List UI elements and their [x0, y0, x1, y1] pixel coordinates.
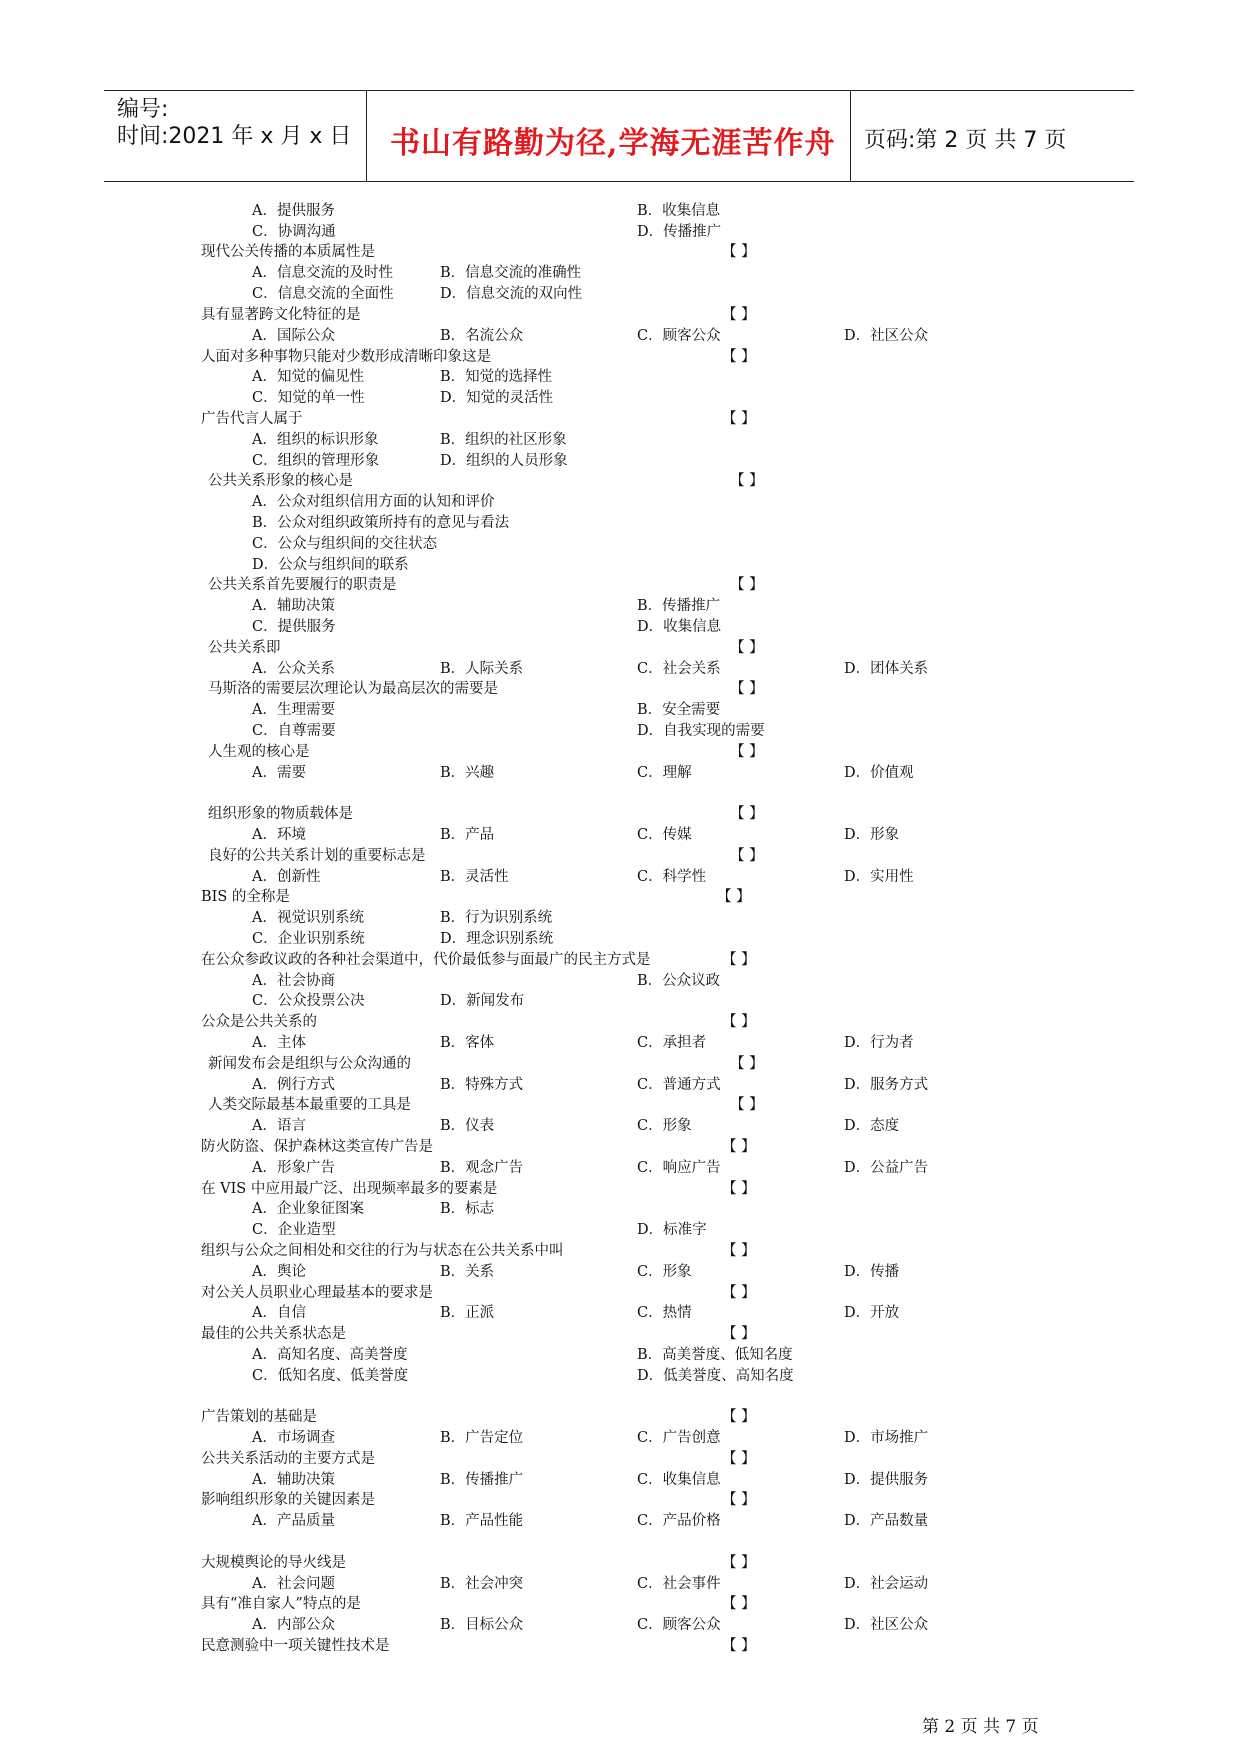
option-text: B．正派: [440, 1305, 495, 1321]
option-text: C．顾客公众: [637, 1617, 721, 1633]
option-text: B．观念广告: [440, 1160, 524, 1176]
answer-bracket: 【 】: [722, 411, 756, 427]
answer-bracket: 【 】: [730, 640, 764, 656]
option-text: A．生理需要: [252, 702, 335, 718]
option-text: D．团体关系: [844, 661, 929, 677]
question-text: 广告策划的基础是: [201, 1409, 317, 1425]
option-text: B．产品: [440, 827, 495, 843]
question-text: 现代公关传播的本质属性是: [201, 244, 375, 260]
option-text: C．产品价格: [637, 1513, 721, 1529]
option-text: A．知觉的偏见性: [252, 369, 364, 385]
option-text: B．特殊方式: [440, 1077, 524, 1093]
option-text: C．科学性: [637, 869, 707, 885]
answer-bracket: 【 】: [722, 1285, 756, 1301]
answer-bracket: 【 】: [722, 1326, 756, 1342]
question-text: 对公关人员职业心理最基本的要求是: [201, 1285, 433, 1301]
answer-bracket: 【 】: [722, 1409, 756, 1425]
question-text: 人类交际最基本最重要的工具是: [208, 1097, 411, 1113]
answer-bracket: 【 】: [722, 952, 756, 968]
answer-bracket: 【 】: [722, 1492, 756, 1508]
answer-bracket: 【 】: [722, 1555, 756, 1571]
answer-bracket: 【 】: [722, 1014, 756, 1030]
option-text: A．公众关系: [252, 661, 335, 677]
question-text: 公共关系形象的核心是: [208, 473, 353, 489]
option-text: C．公众与组织间的交往状态: [252, 536, 438, 552]
option-text: A．产品质量: [252, 1513, 335, 1529]
answer-bracket: 【 】: [730, 806, 764, 822]
option-text: C．知觉的单一性: [252, 390, 365, 406]
answer-bracket: 【 】: [730, 744, 764, 760]
question-text: 影响组织形象的关键因素是: [201, 1492, 375, 1508]
question-text: 广告代言人属于: [201, 411, 303, 427]
header-divider-right: [850, 90, 851, 182]
question-text: 组织与公众之间相处和交往的行为与状态在公共关系中叫: [201, 1243, 564, 1259]
option-text: C．形象: [637, 1264, 692, 1280]
option-text: D．公众与组织间的联系: [252, 557, 409, 573]
option-text: D．价值观: [844, 765, 914, 781]
option-text: D．知觉的灵活性: [440, 390, 554, 406]
option-text: B．标志: [440, 1201, 495, 1217]
option-text: A．内部公众: [252, 1617, 335, 1633]
option-text: B．公众议政: [637, 973, 721, 989]
option-text: A．需要: [252, 765, 306, 781]
answer-bracket: 【 】: [722, 1139, 756, 1155]
option-text: D．社区公众: [844, 1617, 929, 1633]
option-text: B．客体: [440, 1035, 495, 1051]
header-motto: 书山有路勤为径,学海无涯苦作舟: [390, 126, 836, 161]
question-text: BIS 的全称是: [201, 889, 290, 905]
question-text: 具有“准自家人”特点的是: [201, 1596, 361, 1612]
option-text: B．知觉的选择性: [440, 369, 553, 385]
header-top-rule: [104, 90, 1134, 91]
option-text: A．舆论: [252, 1264, 306, 1280]
option-text: D．提供服务: [844, 1472, 929, 1488]
option-text: D．开放: [844, 1305, 900, 1321]
option-text: D．公益广告: [844, 1160, 929, 1176]
option-text: D．市场推广: [844, 1430, 929, 1446]
option-text: C．企业识别系统: [252, 931, 365, 947]
serial-label: 编号:: [117, 97, 169, 122]
option-text: A．提供服务: [252, 203, 335, 219]
option-text: B．高美誉度、低知名度: [637, 1347, 793, 1363]
option-text: C．自尊需要: [252, 723, 336, 739]
question-text: 新闻发布会是组织与公众沟通的: [208, 1056, 411, 1072]
option-text: C．传媒: [637, 827, 692, 843]
answer-bracket: 【 】: [722, 349, 756, 365]
header-bottom-rule: [104, 181, 1134, 182]
option-text: A．国际公众: [252, 328, 335, 344]
option-text: C．广告创意: [637, 1430, 721, 1446]
option-text: B．灵活性: [440, 869, 509, 885]
time-label: 时间:2021 年 x 月 x 日: [117, 124, 352, 149]
option-text: A．辅助决策: [252, 1472, 335, 1488]
option-text: B．安全需要: [637, 702, 721, 718]
option-text: A．形象广告: [252, 1160, 335, 1176]
answer-bracket: 【 】: [730, 848, 764, 864]
question-text: 在公众参政议政的各种社会渠道中，代价最低参与面最广的民主方式是: [201, 952, 651, 968]
option-text: B．目标公众: [440, 1617, 524, 1633]
option-text: D．态度: [844, 1118, 900, 1134]
option-text: A．组织的标识形象: [252, 432, 379, 448]
option-text: C．热情: [637, 1305, 692, 1321]
option-text: C．信息交流的全面性: [252, 286, 394, 302]
header-divider-left: [366, 90, 367, 182]
option-text: A．语言: [252, 1118, 306, 1134]
page-label: 页码:第 2 页 共 7 页: [864, 128, 1067, 153]
option-text: C．提供服务: [252, 619, 336, 635]
answer-bracket: 【 】: [730, 577, 764, 593]
option-text: B．兴趣: [440, 765, 495, 781]
option-text: C．协调沟通: [252, 224, 336, 240]
page-footer: 第 2 页 共 7 页: [922, 1717, 1039, 1737]
option-text: B．公众对组织政策所持有的意见与看法: [252, 515, 510, 531]
question-text: 最佳的公共关系状态是: [201, 1326, 346, 1342]
option-text: D．理念识别系统: [440, 931, 554, 947]
option-text: D．组织的人员形象: [440, 453, 568, 469]
question-text: 公共关系活动的主要方式是: [201, 1451, 375, 1467]
option-text: D．服务方式: [844, 1077, 929, 1093]
option-text: D．标准字: [637, 1222, 707, 1238]
option-text: C．低知名度、低美誉度: [252, 1368, 409, 1384]
option-text: A．社会问题: [252, 1576, 335, 1592]
answer-bracket: 【 】: [722, 244, 756, 260]
option-text: C．公众投票公决: [252, 993, 365, 1009]
option-text: D．信息交流的双向性: [440, 286, 583, 302]
question-text: 公众是公共关系的: [201, 1014, 317, 1030]
option-text: B．传播推广: [637, 598, 721, 614]
option-text: A．辅助决策: [252, 598, 335, 614]
answer-bracket: 【 】: [722, 1596, 756, 1612]
option-text: C．承担者: [637, 1035, 707, 1051]
option-text: A．市场调查: [252, 1430, 335, 1446]
option-text: B．传播推广: [440, 1472, 524, 1488]
option-text: D．产品数量: [844, 1513, 929, 1529]
option-text: A．例行方式: [252, 1077, 335, 1093]
option-text: B．广告定位: [440, 1430, 524, 1446]
answer-bracket: 【 】: [722, 307, 756, 323]
option-text: A．企业象征图案: [252, 1201, 364, 1217]
option-text: C．社会事件: [637, 1576, 721, 1592]
question-text: 良好的公共关系计划的重要标志是: [208, 848, 426, 864]
option-text: C．收集信息: [637, 1472, 721, 1488]
answer-bracket: 【 】: [717, 889, 751, 905]
question-text: 具有显著跨文化特征的是: [201, 307, 361, 323]
option-text: B．信息交流的准确性: [440, 265, 582, 281]
option-text: B．人际关系: [440, 661, 524, 677]
option-text: A．创新性: [252, 869, 321, 885]
option-text: D．行为者: [844, 1035, 914, 1051]
option-text: D．自我实现的需要: [637, 723, 765, 739]
option-text: C．社会关系: [637, 661, 721, 677]
option-text: B．仪表: [440, 1118, 495, 1134]
option-text: B．关系: [440, 1264, 495, 1280]
option-text: B．组织的社区形象: [440, 432, 567, 448]
option-text: D．形象: [844, 827, 900, 843]
option-text: A．社会协商: [252, 973, 335, 989]
option-text: D．社会运动: [844, 1576, 929, 1592]
option-text: C．理解: [637, 765, 692, 781]
option-text: B．产品性能: [440, 1513, 524, 1529]
option-text: A．信息交流的及时性: [252, 265, 393, 281]
option-text: D．低美誉度、高知名度: [637, 1368, 794, 1384]
option-text: D．收集信息: [637, 619, 722, 635]
question-text: 防火防盗、保护森林这类宣传广告是: [201, 1139, 433, 1155]
answer-bracket: 【 】: [722, 1181, 756, 1197]
answer-bracket: 【 】: [730, 681, 764, 697]
option-text: C．普通方式: [637, 1077, 721, 1093]
question-text: 民意测验中一项关键性技术是: [201, 1638, 390, 1654]
question-text: 人生观的核心是: [208, 744, 310, 760]
answer-bracket: 【 】: [730, 1097, 764, 1113]
question-text: 公共关系首先要履行的职责是: [208, 577, 397, 593]
option-text: A．环境: [252, 827, 306, 843]
question-text: 人面对多种事物只能对少数形成清晰印象这是: [201, 349, 491, 365]
option-text: C．形象: [637, 1118, 692, 1134]
option-text: C．组织的管理形象: [252, 453, 380, 469]
option-text: C．企业造型: [252, 1222, 336, 1238]
option-text: A．高知名度、高美誉度: [252, 1347, 408, 1363]
option-text: B．行为识别系统: [440, 910, 553, 926]
option-text: D．传播: [844, 1264, 900, 1280]
option-text: A．主体: [252, 1035, 306, 1051]
question-text: 大规模舆论的导火线是: [201, 1555, 346, 1571]
answer-bracket: 【 】: [730, 473, 764, 489]
answer-bracket: 【 】: [722, 1638, 756, 1654]
option-text: B．名流公众: [440, 328, 524, 344]
option-text: A．视觉识别系统: [252, 910, 364, 926]
option-text: B．收集信息: [637, 203, 721, 219]
question-text: 在 VIS 中应用最广泛、出现频率最多的要素是: [201, 1181, 498, 1197]
option-text: D．实用性: [844, 869, 914, 885]
option-text: C．响应广告: [637, 1160, 721, 1176]
option-text: D．社区公众: [844, 328, 929, 344]
answer-bracket: 【 】: [722, 1243, 756, 1259]
option-text: B．社会冲突: [440, 1576, 524, 1592]
answer-bracket: 【 】: [730, 1056, 764, 1072]
option-text: D．传播推广: [637, 224, 722, 240]
option-text: C．顾客公众: [637, 328, 721, 344]
question-text: 公共关系即: [208, 640, 281, 656]
answer-bracket: 【 】: [722, 1451, 756, 1467]
question-text: 组织形象的物质载体是: [208, 806, 353, 822]
option-text: A．自信: [252, 1305, 306, 1321]
option-text: A．公众对组织信用方面的认知和评价: [252, 494, 495, 510]
question-text: 马斯洛的需要层次理论认为最高层次的需要是: [208, 681, 498, 697]
option-text: D．新闻发布: [440, 993, 525, 1009]
